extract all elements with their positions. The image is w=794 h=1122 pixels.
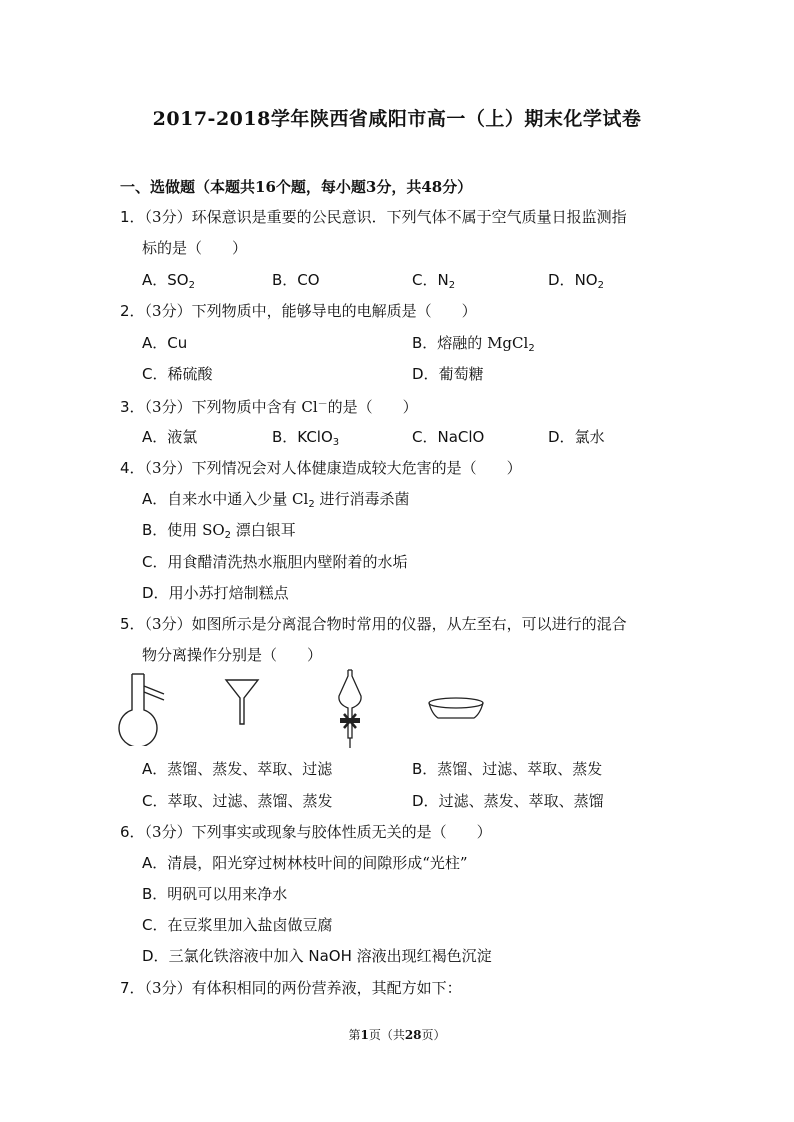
option-d: D．用小苏打焙制糕点 [142, 584, 289, 602]
question-stem: （3分）环保意识是重要的公民意识．下列气体不属于空气质量日报监测指 [144, 208, 627, 226]
question-stem: （3分）下列物质中含有 Cl [144, 398, 318, 416]
question-5 [120, 613, 627, 634]
question-number: 4． [120, 459, 145, 477]
option-d: D．葡萄糖 [412, 365, 484, 383]
question-number: 1． [120, 208, 145, 226]
question-stem: （3分）下列物质中，能够导电的电解质是（ ） [144, 302, 477, 320]
option-c: C．在豆浆里加入盐卤做豆腐 [142, 916, 333, 934]
option-b: B．KClO$_3$ [272, 428, 340, 448]
question-1 [120, 206, 627, 227]
option-c: C．$N_2$ [412, 271, 456, 291]
question-4 [120, 457, 522, 478]
question-6 [120, 821, 492, 842]
question-stem: （3分）下列事实或现象与胶体性质无关的是（ ） [144, 823, 492, 841]
option-b: B．使用 $SO_2$ 漂白银耳 [142, 521, 296, 541]
option-a: A．蒸馏、蒸发、萃取、过滤 [142, 760, 333, 778]
option-d: D．$NO_2$ [548, 271, 604, 291]
question-number: 2． [120, 302, 145, 320]
option-c: C．稀硫酸 [142, 365, 213, 383]
evaporating-dish-icon [424, 694, 488, 722]
option-b: B．蒸馏、过滤、萃取、蒸发 [412, 760, 603, 778]
option-c: C．萃取、过滤、蒸馏、蒸发 [142, 792, 333, 810]
option-c: C．用食醋清洗热水瓶胆内壁附着的水垢 [142, 553, 408, 571]
section-heading: 一、选做题（本题共16个题，每小题3分，共48分） [120, 178, 473, 196]
question-number: 5． [120, 615, 145, 633]
question-stem-continued: 标的是（ ） [142, 239, 248, 257]
option-a: A．自来水中通入少量 $Cl_2$ 进行消毒杀菌 [142, 490, 410, 510]
funnel-icon [222, 676, 262, 728]
option-d: D．过滤、蒸发、萃取、蒸馏 [412, 792, 604, 810]
question-stem: （3分）下列情况会对人体健康造成较大危害的是（ ） [144, 459, 522, 477]
page-number: 1 [360, 1028, 369, 1042]
option-a: A．清晨，阳光穿过树林枝叶间的间隙形成“光柱” [142, 854, 468, 872]
total-pages: 28 [404, 1028, 422, 1042]
question-3: 3．（3分）下列物质中含有 Cl－的是（ ） [120, 398, 418, 416]
separatory-funnel-icon [334, 668, 366, 750]
option-b: B．明矾可以用来净水 [142, 885, 288, 903]
page-footer: 第1页（共28页） [348, 1028, 446, 1042]
option-b: B．熔融的 MgCl$_2$ [412, 334, 535, 354]
option-a: A．$SO_2$ [142, 271, 195, 291]
option-b: B．CO [272, 271, 320, 289]
question-7 [120, 977, 462, 998]
question-number: 6． [120, 823, 145, 841]
option-d: D．氯水 [548, 428, 605, 446]
page-title: 2017-2018学年陕西省咸阳市高一（上）期末化学试卷 [152, 108, 642, 130]
distillation-flask-icon [116, 668, 172, 746]
option-a: A．Cu [142, 334, 188, 352]
question-number: 7． [120, 979, 145, 997]
option-d: D．三氯化铁溶液中加入 NaOH 溶液出现红褐色沉淀 [142, 947, 492, 965]
option-c: C．NaClO [412, 428, 485, 446]
question-stem: （3分）如图所示是分离混合物时常用的仪器，从左至右，可以进行的混合 [144, 615, 627, 633]
option-a: A．液氯 [142, 428, 198, 446]
question-number: 3． [120, 398, 145, 416]
question-stem-continued: 物分离操作分别是（ ） [142, 646, 323, 664]
question-stem: （3分）有体积相同的两份营养液，其配方如下： [144, 979, 462, 997]
question-2 [120, 300, 477, 321]
